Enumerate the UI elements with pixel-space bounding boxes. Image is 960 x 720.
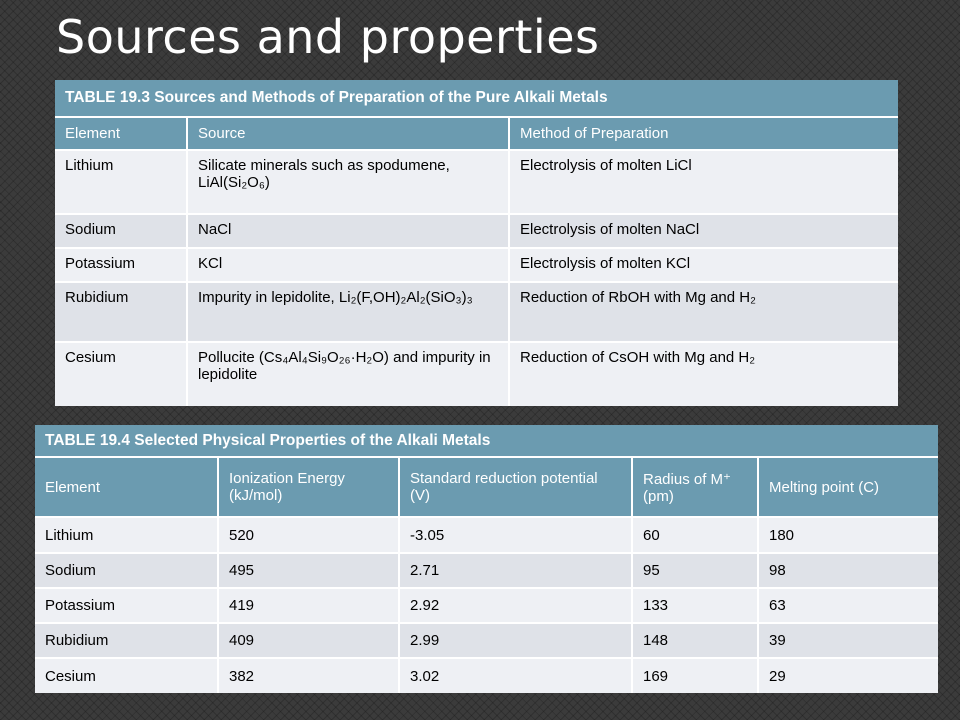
element-cell: Lithium: [35, 517, 218, 553]
table-row: [35, 553, 938, 588]
column-header: Radius of M⁺ (pm): [632, 457, 758, 517]
potential-cell: 3.02: [399, 658, 632, 693]
table-row: [35, 658, 938, 693]
ionization-cell: 520: [218, 517, 399, 553]
melting-cell: 98: [758, 553, 938, 588]
melting-cell: 39: [758, 623, 938, 658]
ionization-cell: 419: [218, 588, 399, 623]
table-caption: TABLE 19.3 Sources and Methods of Preparation of the Pure Alkali Metals: [55, 80, 898, 117]
melting-cell: 29: [758, 658, 938, 693]
potential-cell: 2.99: [399, 623, 632, 658]
sources-table: [55, 80, 898, 406]
column-header: Element: [35, 457, 218, 517]
potential-cell: 2.92: [399, 588, 632, 623]
element-cell: Sodium: [35, 553, 218, 588]
radius-cell: 60: [632, 517, 758, 553]
ionization-cell: 495: [218, 553, 399, 588]
element-cell: Cesium: [35, 658, 218, 693]
method-cell: Electrolysis of molten NaCl: [509, 214, 898, 248]
element-cell: Sodium: [55, 214, 187, 248]
source-cell: Impurity in lepidolite, Li₂(F,OH)₂Al₂(SiO₃)₃: [187, 282, 509, 342]
table-row: [35, 588, 938, 623]
column-header: Melting point (C): [758, 457, 938, 517]
table-row: [55, 282, 898, 342]
source-cell: Pollucite (Cs₄Al₄Si₉O₂₆·H₂O) and impurity in lepidolite: [187, 342, 509, 406]
element-cell: Lithium: [55, 150, 187, 214]
source-cell: NaCl: [187, 214, 509, 248]
column-header: Source: [187, 117, 509, 150]
method-cell: Reduction of CsOH with Mg and H₂: [509, 342, 898, 406]
element-cell: Rubidium: [55, 282, 187, 342]
radius-cell: 148: [632, 623, 758, 658]
potential-cell: 2.71: [399, 553, 632, 588]
column-header: Standard reduction potential (V): [399, 457, 632, 517]
table-row: [55, 150, 898, 214]
table-row: [35, 623, 938, 658]
column-header: Method of Preparation: [509, 117, 898, 150]
column-header: Element: [55, 117, 187, 150]
potential-cell: -3.05: [399, 517, 632, 553]
table-row: [35, 517, 938, 553]
radius-cell: 95: [632, 553, 758, 588]
element-cell: Cesium: [55, 342, 187, 406]
melting-cell: 180: [758, 517, 938, 553]
column-header: Ionization Energy (kJ/mol): [218, 457, 399, 517]
element-cell: Potassium: [35, 588, 218, 623]
source-cell: KCl: [187, 248, 509, 282]
radius-cell: 169: [632, 658, 758, 693]
method-cell: Electrolysis of molten LiCl: [509, 150, 898, 214]
radius-cell: 133: [632, 588, 758, 623]
table-row: [55, 214, 898, 248]
source-cell: Silicate minerals such as spodumene, LiAl(Si₂O₆): [187, 150, 509, 214]
element-cell: Potassium: [55, 248, 187, 282]
method-cell: Electrolysis of molten KCl: [509, 248, 898, 282]
melting-cell: 63: [758, 588, 938, 623]
method-cell: Reduction of RbOH with Mg and H₂: [509, 282, 898, 342]
ionization-cell: 409: [218, 623, 399, 658]
element-cell: Rubidium: [35, 623, 218, 658]
slide-title: Sources and properties: [56, 10, 600, 64]
table-row: [55, 248, 898, 282]
properties-table: [35, 425, 938, 693]
table-row: [55, 342, 898, 406]
ionization-cell: 382: [218, 658, 399, 693]
table-caption: TABLE 19.4 Selected Physical Properties of the Alkali Metals: [35, 425, 938, 457]
